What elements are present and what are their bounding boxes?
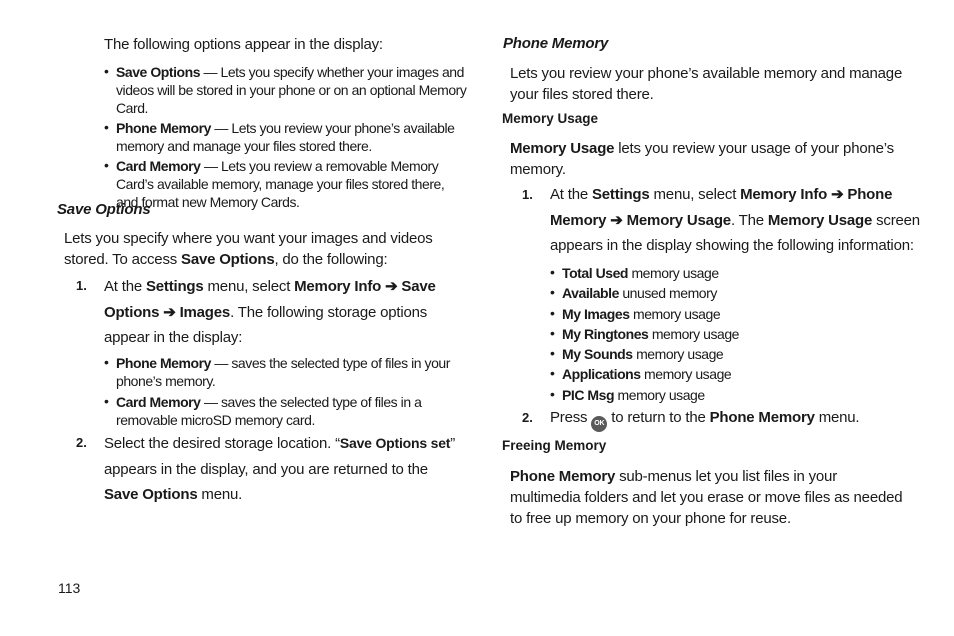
bullet-term: Phone Memory — [116, 120, 211, 136]
intro-text: The following options appear in the display: — [104, 36, 383, 53]
list-item: • Phone Memory — saves the selected type of files in your phone’s memory. — [104, 354, 450, 389]
list-item: • Total Used memory usage — [550, 264, 719, 281]
bullet-term: Save Options — [116, 64, 201, 80]
list-item: • Applications memory usage — [550, 365, 732, 383]
list-item: • Card Memory — Lets you review a removable Memory Card’s available memory, manage your files stored there, and format new Memory Cards. — [104, 157, 445, 210]
step-2 — [522, 407, 922, 432]
storage-options-list — [104, 354, 468, 429]
list-item: • Card Memory — saves the selected type of files in a removable microSD memory card. — [104, 393, 422, 428]
usage-list — [550, 264, 910, 406]
bullet-term: Card Memory — [116, 158, 201, 174]
list-item: • My Ringtones memory usage — [550, 324, 740, 342]
list-item: • My Images memory usage — [550, 304, 721, 322]
step-text: Press OK to return to the Phone Memory menu. — [550, 407, 922, 432]
options-list — [104, 63, 468, 211]
bullet-text: — Lets you review your phone’s available memory and manage your files stored there. — [116, 120, 455, 154]
list-item: • Available unused memory — [550, 284, 717, 302]
step-1 — [76, 274, 466, 351]
step-number: 2. — [522, 410, 533, 425]
freeing-memory-paragraph — [510, 466, 910, 529]
bullet-term: Phone Memory — [116, 355, 211, 371]
freeing-memory-heading: Freeing Memory — [502, 438, 607, 453]
step-2 — [76, 431, 466, 508]
ok-key-icon: OK — [591, 416, 607, 432]
para-text: , do the following: — [274, 251, 388, 268]
phone-memory-heading: Phone Memory — [503, 35, 609, 52]
para-bold: Memory Usage — [510, 140, 615, 157]
save-options-heading: Save Options — [57, 201, 151, 218]
para-text: Lets you specify where you want your images and videos stored. To access — [64, 230, 433, 268]
bullet-text: — Lets you review a removable Memory Card’s available memory, manage your files stored there, and format new Memory Cards. — [116, 158, 445, 210]
phone-memory-paragraph: Lets you review your phone’s available memory and manage your files stored there. — [510, 65, 903, 103]
bullet-text: — saves the selected type of files in a removable microSD memory card. — [116, 394, 422, 428]
bullet-term: Card Memory — [116, 394, 201, 410]
page-number: 113 — [58, 580, 81, 596]
bullet-text: — saves the selected type of files in your phone’s memory. — [116, 355, 450, 389]
step-number: 1. — [522, 187, 533, 202]
bullet-text: — Lets you specify whether your images and videos will be stored in your phone or on an optional Memory Card. — [116, 64, 467, 116]
para-bold: Phone Memory — [510, 468, 616, 485]
para-text: lets you review your usage of your phone’s memory. — [510, 140, 894, 178]
step-number: 1. — [76, 278, 87, 293]
step-text: Select the desired storage location. “Save Options set” appears in the display, and you are returned to the Save Options menu. — [104, 435, 456, 503]
save-options-paragraph — [64, 228, 464, 270]
para-text: sub-menus let you list files in your multimedia folders and let you erase or move files as needed to free up memory on your phone for reuse. — [510, 468, 903, 527]
step-1 — [522, 182, 922, 259]
list-item: • Phone Memory — Lets you review your phone’s available memory and manage your files stored there. — [104, 119, 455, 154]
step-text: At the Settings menu, select Memory Info ➔ Save Options ➔ Images. The following storage options appear in the display: — [104, 278, 436, 346]
para-bold: Save Options — [181, 251, 275, 268]
list-item: • Save Options — Lets you specify whether your images and videos will be stored in your phone or on an optional Memory Card. — [104, 63, 467, 116]
step-number: 2. — [76, 435, 87, 450]
step-text: At the Settings menu, select Memory Info ➔ Phone Memory ➔ Memory Usage. The Memory Usage screen appears in the display showing the following information: — [550, 186, 920, 254]
memory-usage-paragraph — [510, 138, 910, 180]
list-item: • My Sounds memory usage — [550, 345, 724, 363]
list-item: • PIC Msg memory usage — [550, 385, 705, 403]
memory-usage-heading: Memory Usage — [502, 111, 599, 126]
